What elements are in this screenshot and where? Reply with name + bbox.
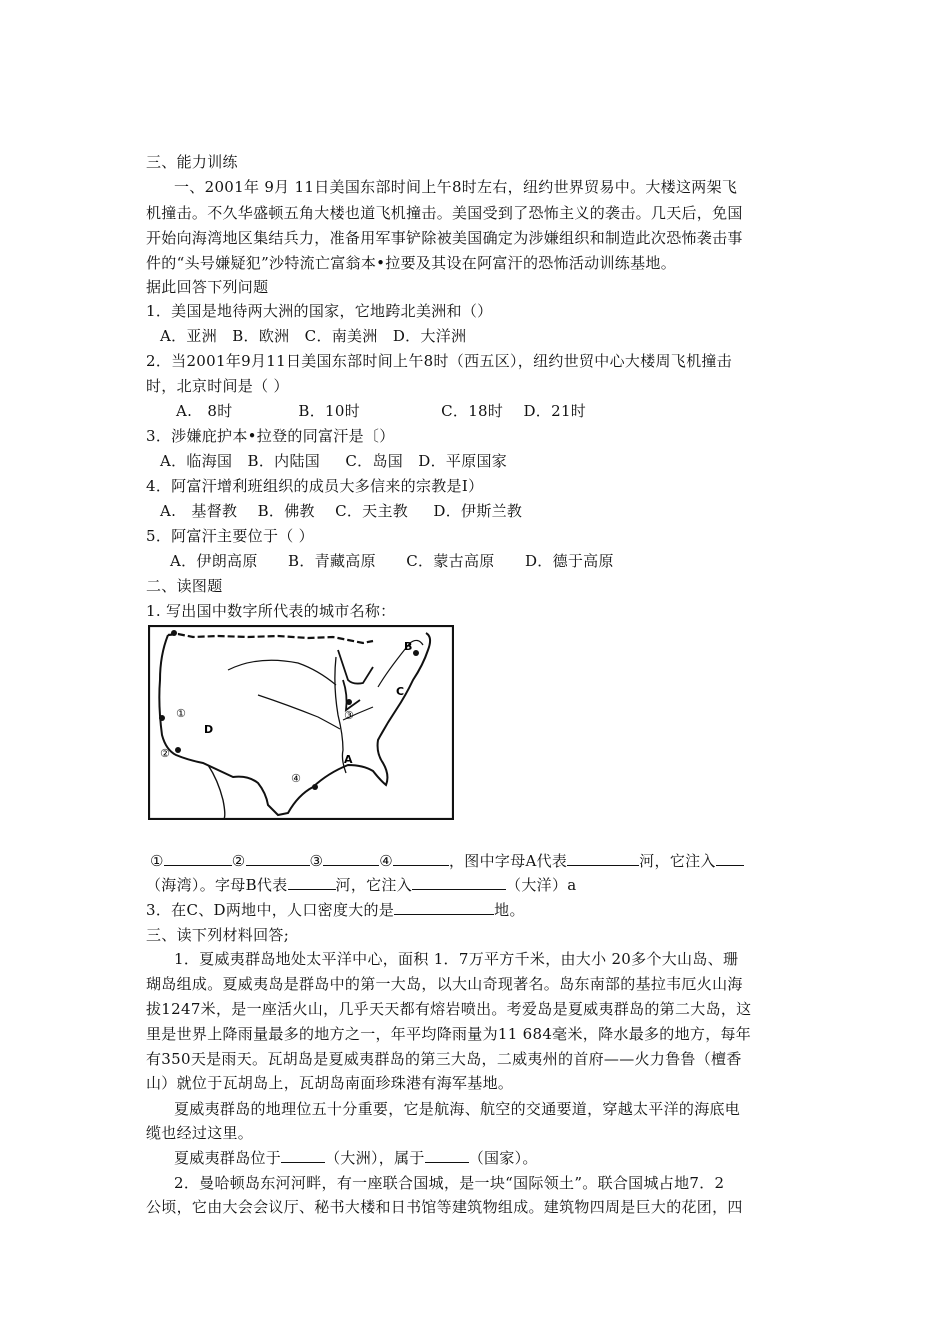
map-fill-line-2 [146,875,577,895]
question-1-options: A．亚洲 B．欧洲 C．南美洲 D．大洋洲 [160,327,467,345]
label-river-b: （海湾）。字母B代表 [146,876,288,894]
section-heading-ability: 三、能力训练 [146,153,238,171]
question-2: 2．当2001年9月11日美国东部时间上午8时（西五区），纽约世贸中心大楼周飞机撞击 [146,352,732,370]
paragraph-line: 公顷，它由大会会议厅、秘书大楼和日书馆等建筑物组成。建筑物四周是巨大的花团，四 [146,1198,743,1216]
question-4-options: A. 基督教 B．佛教 C．天主教 D．伊斯兰教 [160,502,523,520]
paragraph-line: 有350天是雨天。瓦胡岛是夏威夷群岛的第三大岛，二威夷州的首府——火力鲁鲁（檀香 [146,1050,742,1068]
city-dot [312,784,318,790]
question-intro: 据此回答下列问题 [146,278,269,296]
question-2-cont: 时，北京时间是（ ） [146,377,289,395]
question-3-options: A．临海国 B．内陆国 C．岛国 D．平原国家 [160,452,508,470]
blank-city-3[interactable] [323,851,379,866]
fill-text: （国家）。 [468,1149,538,1167]
paragraph-line: 开始向海湾地区集结兵力，准备用军事铲除被美国确定为涉嫌组织和制造此次恐怖袭击事 [146,229,743,247]
blank-density[interactable] [394,900,494,915]
question-1: 1．美国是地待两大洲的国家，它地跨北美洲和（） [146,302,493,320]
paragraph-line: 拔1247米，是一座活火山，几乎天天都有熔岩喷出。考爱岛是夏威夷群岛的第二大岛，这 [146,1000,752,1018]
city-dot [413,650,419,656]
map-label-d: D [204,723,214,736]
paragraph-line: 夏威夷群岛的地理位五十分重要，它是航海、航空的交通要道，穿越太平洋的海底电 [174,1100,741,1118]
question-text: 3．在C、D两地中，人口密度大的是 [146,901,395,919]
city-dot [171,630,177,636]
map-num-2: ② [160,747,170,760]
usa-outline-map [148,625,454,820]
hawaii-fill-line [174,1148,538,1168]
paragraph-line: 机撞击。不久华盛顿五角大楼也道飞机撞击。美国受到了恐怖主义的袭击。几天后，免国 [146,204,743,222]
label-flows-into-b: 河，它注入 [335,876,413,894]
blank-river-a[interactable] [567,851,639,866]
blank-ocean[interactable] [412,875,506,890]
fill-text: 夏威夷群岛位于 [174,1149,282,1167]
question-suffix: 地。 [494,901,525,919]
blank-gulf[interactable] [716,851,744,866]
blank-city-1[interactable] [164,851,232,866]
map-label-b: B [404,640,413,653]
num-1: ① [150,852,164,870]
num-2: ② [231,852,246,870]
paragraph-line: 2．曼哈顿岛东河河畔，有一座联合国城，是一块“国际领土”。联合国城占地7．2 [174,1174,725,1192]
paragraph-line: 1．夏威夷群岛地处太平洋中心，面积 1．7万平方千米，由大小 20多个大山岛、珊 [174,950,739,968]
num-3: ③ [309,852,324,870]
map-label-c: C [396,685,405,698]
map-frame [149,626,453,819]
num-4: ④ [379,852,393,870]
blank-city-4[interactable] [393,851,449,866]
question-4: 4．阿富汗增利班组织的成员大多信来的宗教是I） [146,477,484,495]
map-label-a: A [344,753,353,766]
paragraph-line: 一、2001年 9月 11日美国东部时间上午8时左右，纽约世界贸易中。大楼这两架飞 [174,178,738,196]
map-num-4: ④ [291,772,301,785]
paragraph-line: 瑚岛组成。夏威夷岛是群岛中的第一大岛，以大山奇现著名。岛东南部的基拉韦厄火山海 [146,975,743,993]
question-5-options: A．伊朗高原 B．青藏高原 C．蒙古高原 D．德于高原 [170,552,614,570]
paragraph-line: 件的“头号嫌疑犯”沙特流亡富翁本•拉要及其设在阿富汗的恐怖活动训练基地。 [146,254,676,272]
map-num-1: ① [176,707,186,720]
question-3: 3．涉嫌庇护本•拉登的同富汗是〔） [146,427,395,445]
question-5: 5．阿富汗主要位于（ ） [146,527,314,545]
blank-city-2[interactable] [246,851,310,866]
paragraph-line: 缆也经过这里。 [146,1124,254,1142]
map-fill-line-1 [150,851,744,871]
section-heading-reading: 三、读下列材料回答; [146,926,290,944]
city-dot [175,747,181,753]
blank-continent[interactable] [281,1148,325,1163]
city-dot [346,699,352,705]
label-flows-into: 河，它注入 [639,852,716,870]
fill-text: （大洲），属于 [325,1149,425,1167]
map-question-1: 1. 写出国中数字所代表的城市名称： [146,602,396,620]
blank-country[interactable] [425,1148,469,1163]
map-num-3: ③ [344,709,354,722]
section-heading-map: 二、读图题 [146,577,223,595]
question-2-options: A. 8时 B．10时 C．18时 D．21时 [176,402,587,420]
paragraph-line: 里是世界上降雨量最多的地方之一，年平均降雨量为11 684毫米，降水最多的地方，每年 [146,1025,752,1043]
label-ocean-suffix: （大洋）a [506,876,577,894]
map-question-3 [146,900,525,920]
blank-river-b[interactable] [288,875,336,890]
paragraph-line: 山）就位于瓦胡岛上，瓦胡岛南面珍珠港有海军基地。 [146,1074,514,1092]
city-dot [159,715,165,721]
label-river-a: ，图中字母A代表 [449,852,568,870]
